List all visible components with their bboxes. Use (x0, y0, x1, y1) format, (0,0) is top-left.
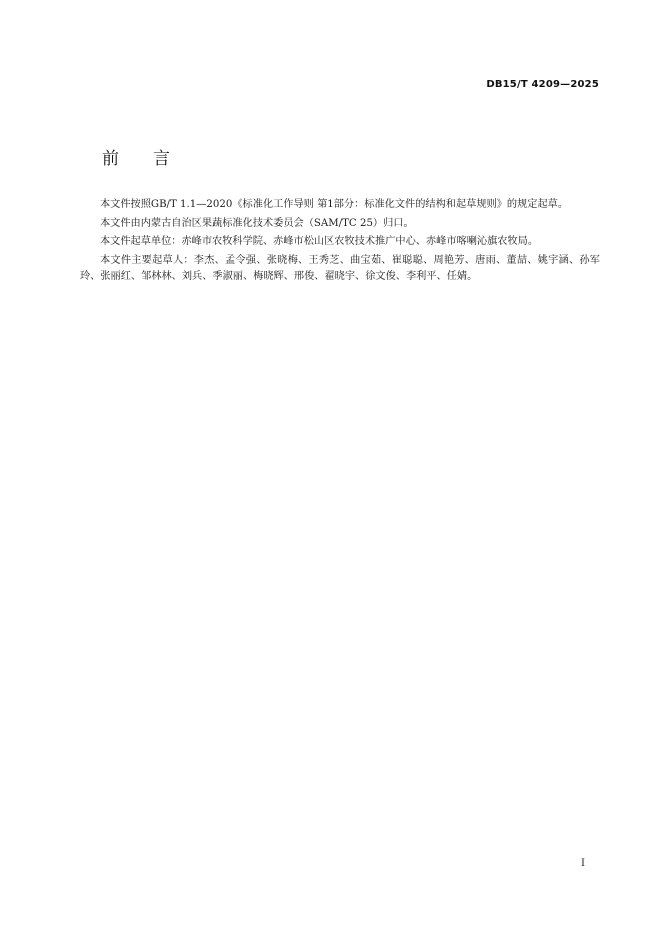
paragraph-responsible-committee: 本文件由内蒙古自治区果蔬标准化技术委员会（SAM/TC 25）归口。 (100, 217, 414, 229)
paragraph-drafting-rules: 本文件按照GB/T 1.1—2020《标准化工作导则 第1部分：标准化文件的结构和起草规则》的规定起草。 (100, 199, 569, 210)
document-code: DB15/T 4209—2025 (486, 79, 599, 90)
section-title-char-1: 前 (102, 149, 121, 169)
paragraph-drafters: 本文件主要起草人：李杰、孟令强、张晓梅、王秀芝、曲宝茹、崔聪聪、周艳芳、唐雨、董喆、姚宇涵、孙军玲、张丽红、邹林林、刘兵、季淑丽、梅晓辉、邢俊、翟晓宇、徐文俊、李利平、任婧。 (80, 254, 600, 282)
section-title-char-2: 言 (153, 149, 172, 169)
section-title (102, 144, 172, 169)
page-number: I (581, 858, 585, 869)
foreword-body (80, 197, 600, 288)
paragraph-drafting-units: 本文件起草单位：赤峰市农牧科学院、赤峰市松山区农牧技术推广中心、赤峰市喀喇沁旗农牧局。 (100, 236, 539, 247)
